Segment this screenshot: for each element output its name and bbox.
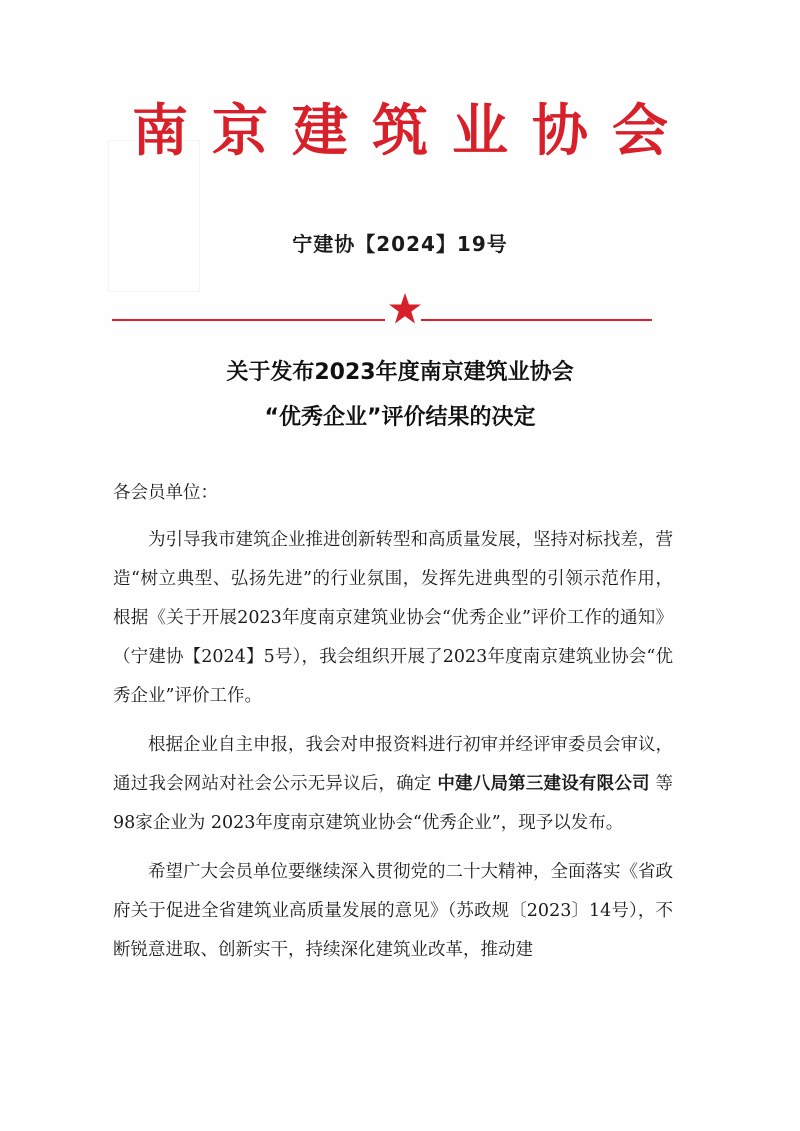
red-divider — [112, 290, 652, 324]
red-star-icon — [388, 292, 422, 326]
paragraph-1: 为引导我市建筑企业推进创新转型和高质量发展，坚持对标找差，营造“树立典型、弘扬先进”的行业氛围，发挥先进典型的引领示范作用，根据《关于开展2023年度南京建筑业协会“优秀企业”评价工作的通知》（宁建协【2024】5号），我会组织开展了2023年度南京建筑业协会“优秀企业”评价工作。 — [113, 530, 673, 706]
document-body — [113, 474, 673, 980]
highlighted-company-name: 中建八局第三建设有限公司 — [437, 774, 650, 794]
divider-line-left — [112, 319, 385, 321]
document-title — [0, 350, 800, 440]
title-line-2: “优秀企业”评价结果的决定 — [264, 405, 536, 430]
paragraph-2 — [113, 726, 673, 843]
paragraph-2-text-after: 等98家企业为 2023年度南京建筑业协会“优秀企业”，现予以发布。 — [113, 774, 673, 833]
organization-header: 南京建筑业协会 — [132, 99, 692, 164]
salutation: 各会员单位： — [113, 483, 218, 503]
paragraph-3: 希望广大会员单位要继续深入贯彻党的二十大精神，全面落实《省政府关于促进全省建筑业高质量发展的意见》（苏政规〔2023〕14号），不断锐意进取、创新实干，持续深化建筑业改革，推动建 — [113, 862, 673, 960]
paragraph-2-text-before: 根据企业自主申报，我会对申报资料进行初审并经评审委员会审议，通过我会网站对社会公示无异议后，确定 — [113, 735, 673, 794]
divider-line-right — [421, 319, 652, 321]
title-line-1: 关于发布2023年度南京建筑业协会 — [226, 360, 574, 385]
document-number: 宁建协【2024】19号 — [292, 232, 508, 256]
